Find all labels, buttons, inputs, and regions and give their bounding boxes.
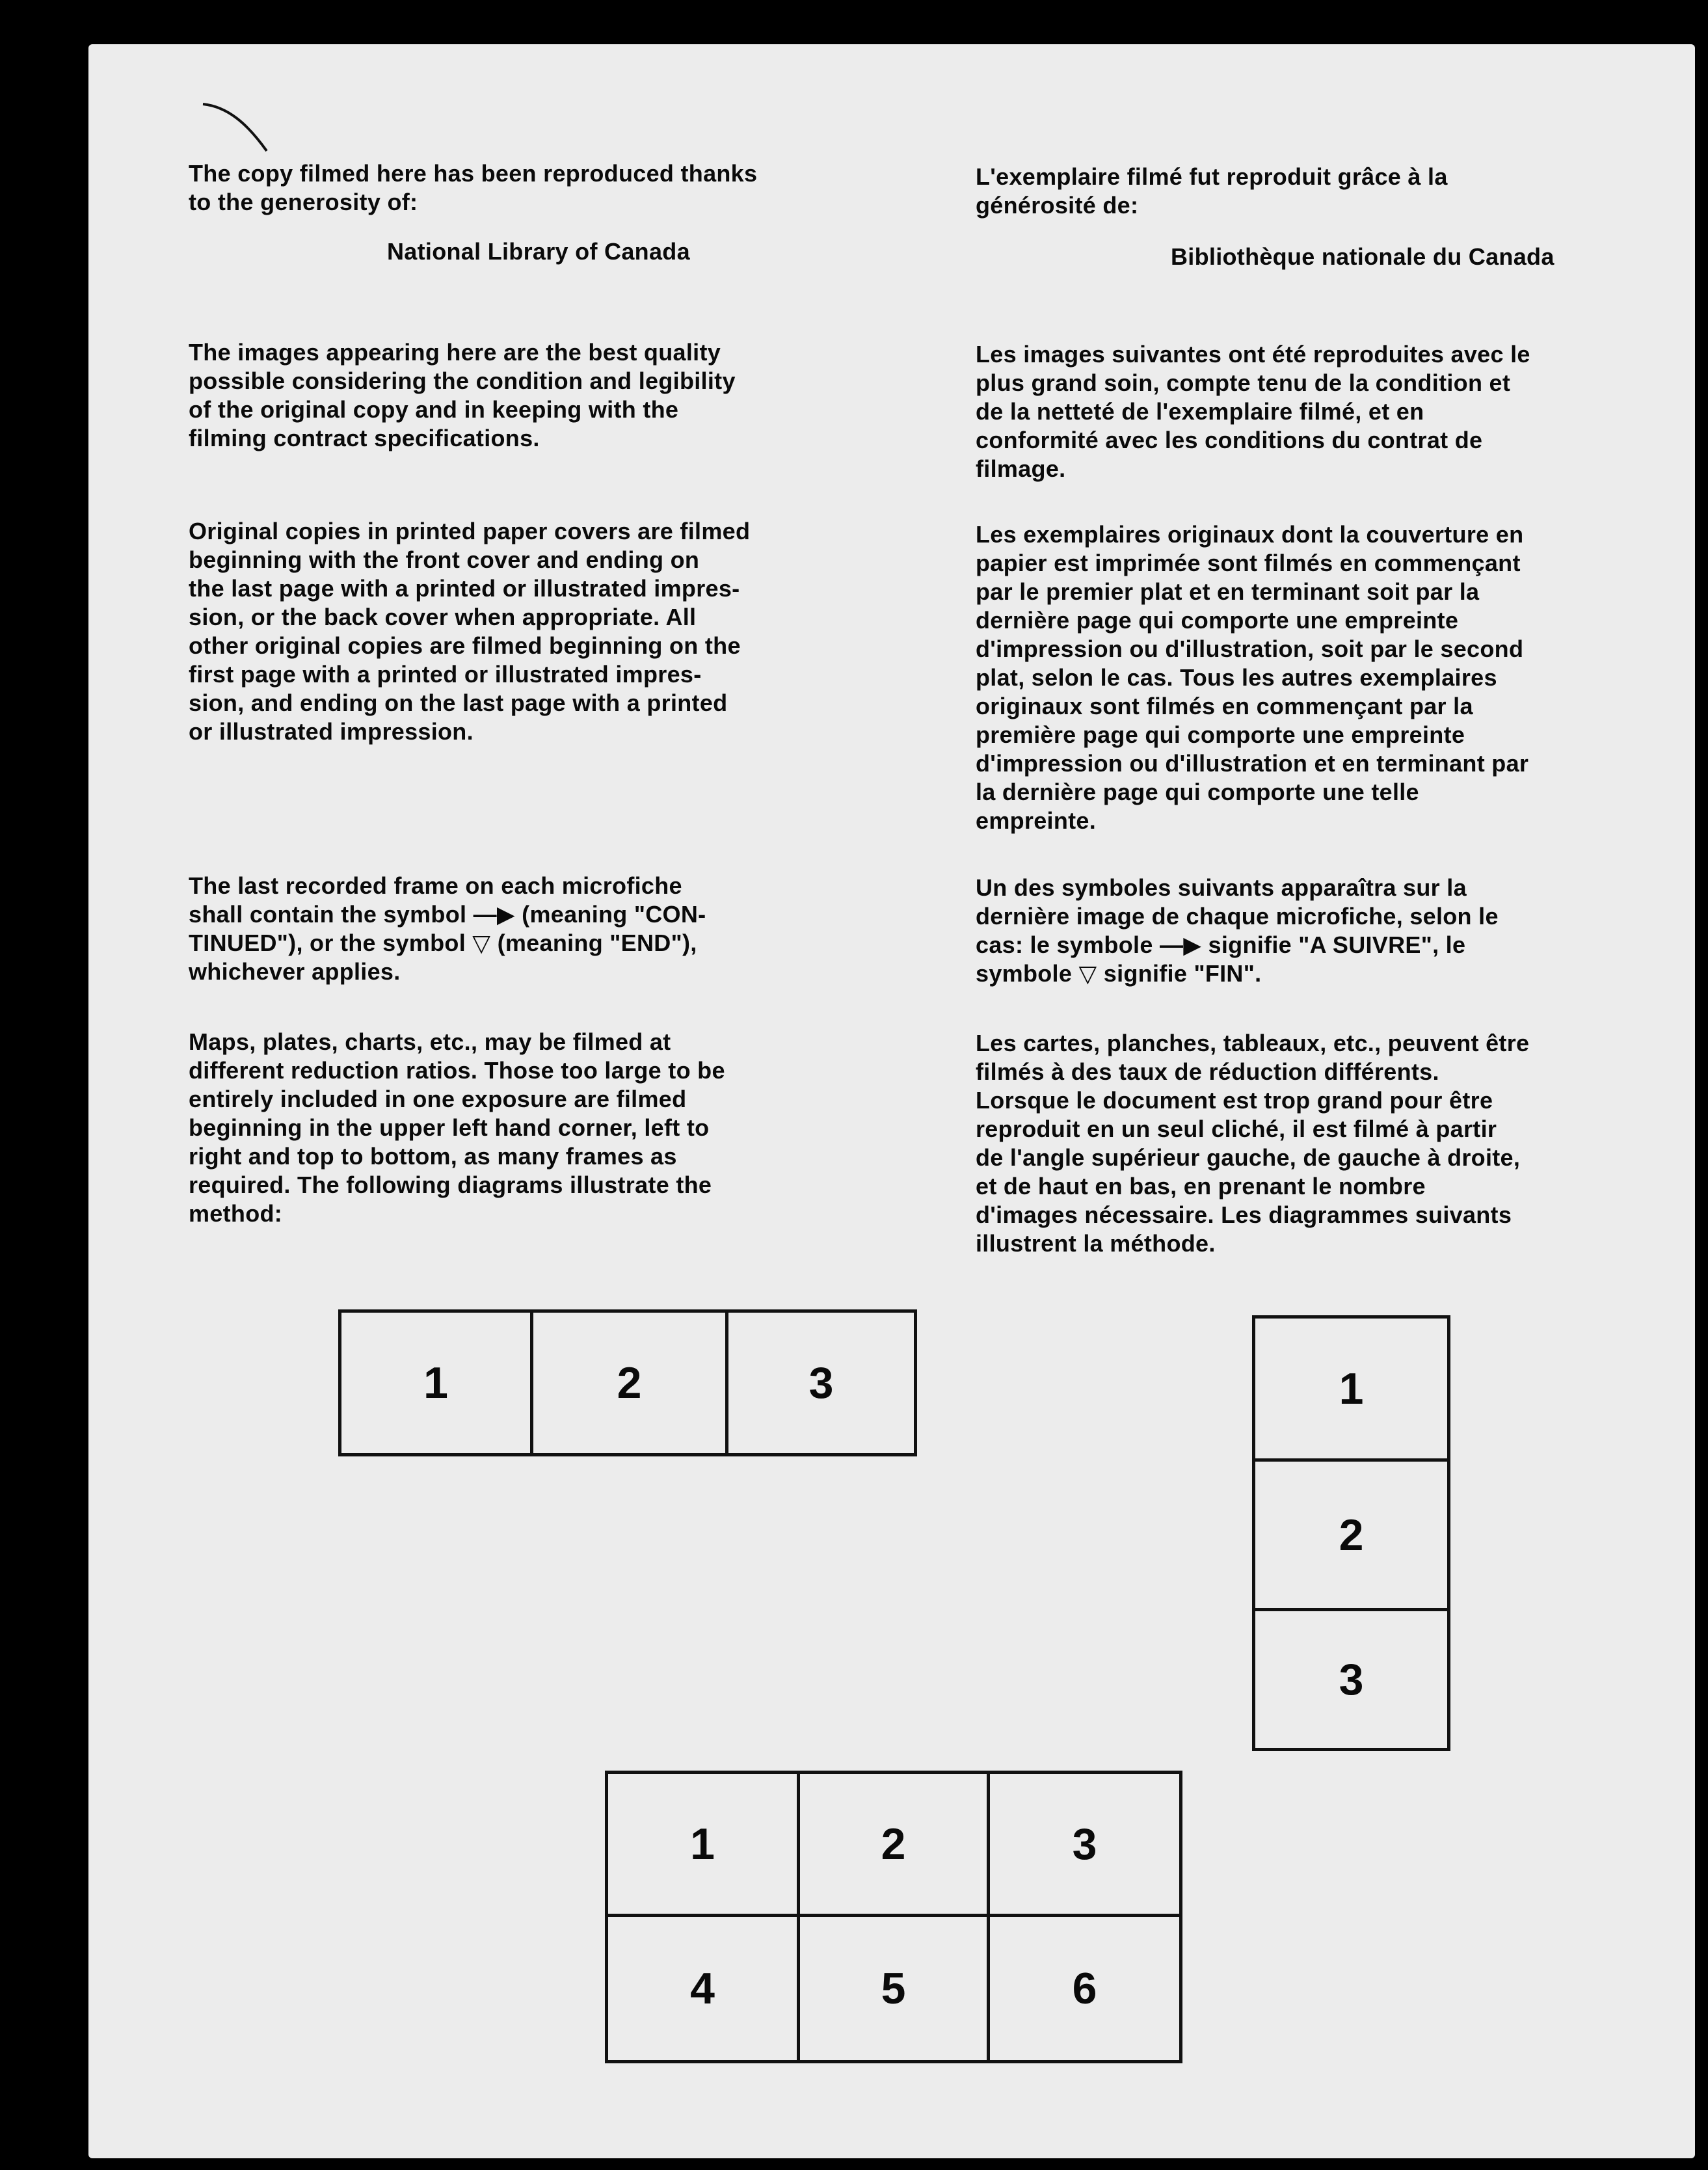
right-maps: Les cartes, planches, tableaux, etc., peuvent être filmés à des taux de réduction différents. Lorsque le document est trop grand pour être reproduit en un seul cliché, il est filmé à partir de l'angle supérieur gauche, de gauche à droite, et de haut en bas, en prenant le nombre d'images nécessaire. Les diagrammes suivants illustrent la méthode. <box>976 1030 1530 1257</box>
left-symbols: The last recorded frame on each microfiche shall contain the symbol —▶ (meaning "CON- TINUED"), or the symbol ▽ (meaning "END"), whichever applies. <box>189 872 706 985</box>
scratch-mark <box>202 98 273 156</box>
right-quality: Les images suivantes ont été reproduites avec le plus grand soin, compte tenu de la condition et de la netteté de l'exemplaire filmé, et en conformité avec les conditions du contrat de filmage. <box>976 341 1530 482</box>
frame-number: 3 <box>1339 1655 1364 1704</box>
diagram-grid <box>605 1771 1182 2063</box>
frame-number: 6 <box>1072 1964 1097 2013</box>
frame-number: 1 <box>423 1358 448 1408</box>
left-institution: National Library of Canada <box>387 238 690 265</box>
frame-number: 1 <box>1339 1363 1364 1413</box>
frame-number: 3 <box>1072 1819 1097 1869</box>
frame-number: 5 <box>881 1964 906 2013</box>
right-covers: Les exemplaires originaux dont la couverture en papier est imprimée sont filmés en commençant par le premier plat et en terminant soit par la dernière page qui comporte une empreinte d'impression ou d'illustration, soit par le second plat, selon le cas. Tous les autres exemplaires originaux sont filmés en commençant par la première page qui comporte une empreinte d'impression ou d'illustration et en terminant par la dernière page qui comporte une telle empreinte. <box>976 521 1529 834</box>
right-symbols: Un des symboles suivants apparaîtra sur la dernière image de chaque microfiche, selon le cas: le symbole —▶ signifie "A SUIVRE", le symbole ▽ signifie "FIN". <box>976 874 1499 987</box>
left-quality: The images appearing here are the best quality possible considering the condition and legibility of the original copy and in keeping with the filming contract specifications. <box>189 339 736 451</box>
left-column <box>189 159 839 217</box>
frame-number: 3 <box>808 1358 834 1408</box>
frame-number: 1 <box>690 1819 715 1869</box>
frame-number: 2 <box>617 1358 642 1408</box>
right-intro: L'exemplaire filmé fut reproduit grâce à la générosité de: <box>976 163 1448 219</box>
frame-number: 4 <box>690 1964 715 2013</box>
right-institution: Bibliothèque nationale du Canada <box>1171 243 1555 270</box>
left-maps: Maps, plates, charts, etc., may be filmed at different reduction ratios. Those too large to be entirely included in one exposure are filmed beginning in the upper left hand corner, left to right and top to bottom, as many frames as required. The following diagrams illustrate the method: <box>189 1028 725 1227</box>
diagram-vertical <box>1252 1315 1450 1751</box>
frame-number: 2 <box>1339 1510 1364 1560</box>
frame-number: 2 <box>881 1819 906 1869</box>
diagram-horizontal <box>338 1309 917 1456</box>
left-covers: Original copies in printed paper covers are filmed beginning with the front cover and ending on the last page with a printed or illustrated impres- sion, or the back cover when appropriate. All other original copies are filmed beginning on the first page with a printed or illustrated impres- sion, and ending on the last page with a printed or illustrated impression. <box>189 518 751 745</box>
left-intro: The copy filmed here has been reproduced thanks to the generosity of: <box>189 160 758 215</box>
